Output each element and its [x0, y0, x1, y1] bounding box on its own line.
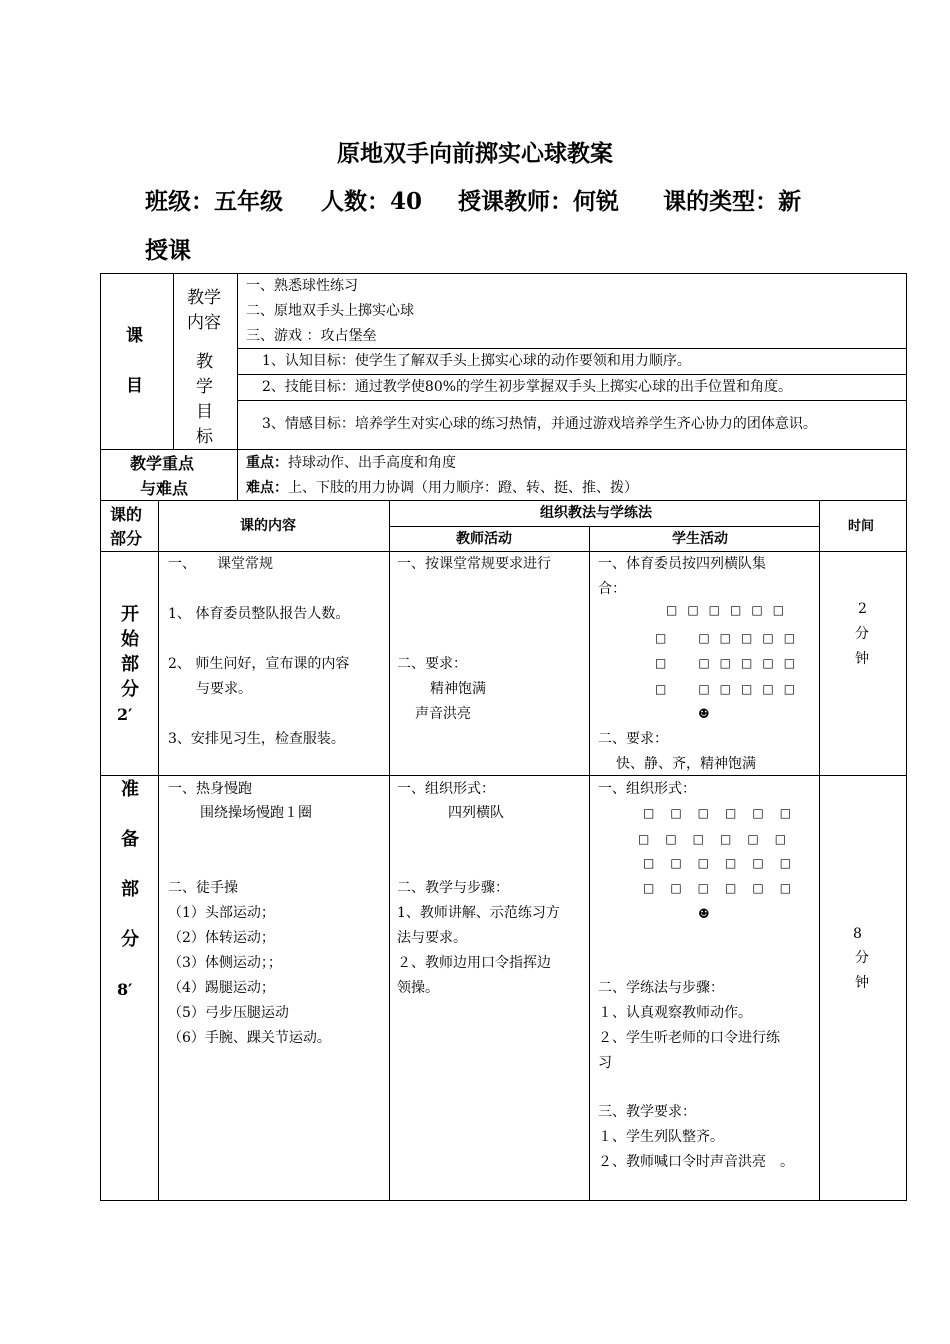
content-item: 二、原地双手头上掷实心球 [246, 303, 414, 319]
teacher-position-icon: ☻ [698, 907, 710, 922]
prep-content: （5）弓步压腿运动 [168, 1005, 289, 1021]
start-student: 二、要求： [598, 731, 668, 747]
start-time: 钟 [855, 651, 869, 667]
lesson-type-cont: 授课 [145, 237, 191, 264]
formation-row: □ □ □ □ □ □ [643, 881, 794, 895]
start-teacher: 一、按课堂常规要求进行 [397, 556, 551, 572]
key-point: 重点：持球动作、出手高度和角度 [246, 455, 456, 471]
class-info: 班级：五年级 [145, 188, 283, 215]
prep-teacher: 一、组织形式： [397, 781, 495, 797]
prep-content: （1）头部运动； [168, 905, 275, 921]
prep-teacher: 法与要求。 [397, 930, 467, 946]
prep-content: 一、热身慢跑 [168, 781, 252, 797]
prep-student: １、学生列队整齐。 [598, 1129, 724, 1145]
goals-label-char: 教 [196, 352, 213, 372]
prep-content: 围绕操场慢跑１圈 [200, 805, 312, 821]
goals-label-char: 标 [196, 427, 213, 447]
start-content: 1、 体育委员整队报告人数。 [168, 606, 350, 622]
start-part-char: 部 [121, 654, 139, 675]
page-title: 原地双手向前掷实心球教案 [337, 140, 613, 167]
prep-content: （3）体侧运动；； [168, 955, 282, 971]
prep-time: 分 [855, 950, 869, 966]
formation-row: □ □□□□□ [655, 656, 806, 670]
prep-student: ２、教师喊口令时声音洪亮 。 [598, 1154, 794, 1170]
goals-label-char: 学 [196, 377, 213, 397]
prep-student: 习 [598, 1055, 612, 1071]
start-part-time: 2′ [117, 705, 133, 724]
start-part-char: 开 [121, 604, 139, 625]
formation-row: □ □ □ □ □ □ [643, 856, 794, 870]
prep-teacher: 领操。 [397, 980, 439, 996]
formation-row: □□□□□□ [666, 603, 795, 617]
prep-content: （2）体转运动； [168, 930, 275, 946]
prep-teacher: 1、教师讲解、示范练习方 [397, 905, 560, 921]
prep-content: （4）踢腿运动； [168, 980, 275, 996]
teacher-position-icon: ☻ [698, 707, 710, 722]
prep-content: （6）手腕、踝关节运动。 [168, 1030, 331, 1046]
lesson-info [145, 183, 801, 216]
prep-part-char: 部 [121, 879, 139, 900]
prep-content: 二、徒手操 [168, 880, 238, 896]
part-header-2: 部分 [110, 529, 143, 548]
lesson-type: 课的类型：新 [663, 188, 802, 215]
start-student: 快、静、齐，精神饱满 [616, 756, 756, 772]
teacher-header: 教师活动 [456, 531, 512, 547]
prep-student: １、认真观察教师动作。 [598, 1005, 752, 1021]
content-label-2: 内容 [187, 313, 221, 333]
start-teacher: 精神饱满 [430, 681, 486, 697]
student-count: 人数：40 [321, 188, 423, 215]
goals-label-char: 目 [196, 402, 213, 422]
start-time: 分 [855, 626, 869, 642]
prep-part-char: 备 [121, 829, 139, 850]
prep-part-time: 8′ [117, 980, 133, 999]
methods-header: 组织教法与学练法 [540, 505, 652, 521]
start-student: 合： [598, 581, 626, 597]
start-content: 2、 师生问好，宣布课的内容 [168, 656, 350, 672]
goal-item: 2、技能目标：通过教学使80%的学生初步掌握双手头上掷实心球的出手位置和角度。 [262, 379, 793, 395]
content-item: 一、熟悉球性练习 [246, 278, 358, 294]
formation-row: □ □□□□□ [655, 682, 806, 696]
prep-time: 8 [853, 926, 862, 942]
prep-teacher: 二、教学与步骤： [397, 880, 509, 896]
formation-row: □ □ □ □ □ □ [638, 832, 789, 846]
start-part-char: 始 [121, 629, 139, 650]
start-time: 2 [858, 601, 867, 617]
student-header: 学生活动 [672, 531, 728, 547]
content-item: 三、游戏 ：攻占堡垒 [246, 328, 377, 344]
prep-student: 三、教学要求： [598, 1104, 696, 1120]
prep-part-char: 准 [121, 779, 139, 800]
formation-row: □ □ □ □ □ □ [643, 806, 794, 820]
key-label-1: 教学重点 [130, 454, 195, 473]
part-header-1: 课的 [110, 505, 143, 524]
goal-item: 3、情感目标：培养学生对实心球的练习热情，并通过游戏培养学生齐心协力的团体意识。 [262, 416, 817, 432]
prep-student: 二、学练法与步骤： [598, 980, 724, 996]
prep-teacher: ２、教师边用口令指挥边 [397, 955, 551, 971]
key-label-2: 与难点 [140, 479, 189, 498]
start-teacher: 二、要求： [397, 656, 467, 672]
prep-time: 钟 [855, 975, 869, 991]
difficulty-point: 难点：上、下肢的用力协调（用力顺序：蹬、转、挺、推、拨） [246, 480, 638, 496]
teacher-info: 授课教师：何锐 [458, 188, 620, 215]
objective-label-a: 课 [126, 326, 143, 346]
formation-row: □ □□□□□ [655, 631, 806, 645]
prep-teacher: 四列横队 [448, 805, 504, 821]
start-part-char: 分 [121, 679, 139, 700]
goal-item: 1、认知目标：使学生了解双手头上掷实心球的动作要领和用力顺序。 [262, 353, 691, 369]
content-label-1: 教学 [187, 288, 221, 308]
objective-label-b: 目 [126, 376, 143, 396]
prep-student: 一、组织形式： [598, 781, 696, 797]
prep-student: ２、学生听老师的口令进行练 [598, 1030, 780, 1046]
start-student: 一、体育委员按四列横队集 [598, 556, 766, 572]
prep-part-char: 分 [121, 929, 139, 950]
start-content: 3、安排见习生，检查服装。 [168, 731, 345, 747]
time-header: 时间 [848, 519, 875, 534]
start-content: 与要求。 [196, 681, 252, 697]
content-header: 课的内容 [240, 518, 296, 534]
start-teacher: 声音洪亮 [415, 706, 471, 722]
start-content: 一、 课堂常规 [168, 556, 273, 572]
